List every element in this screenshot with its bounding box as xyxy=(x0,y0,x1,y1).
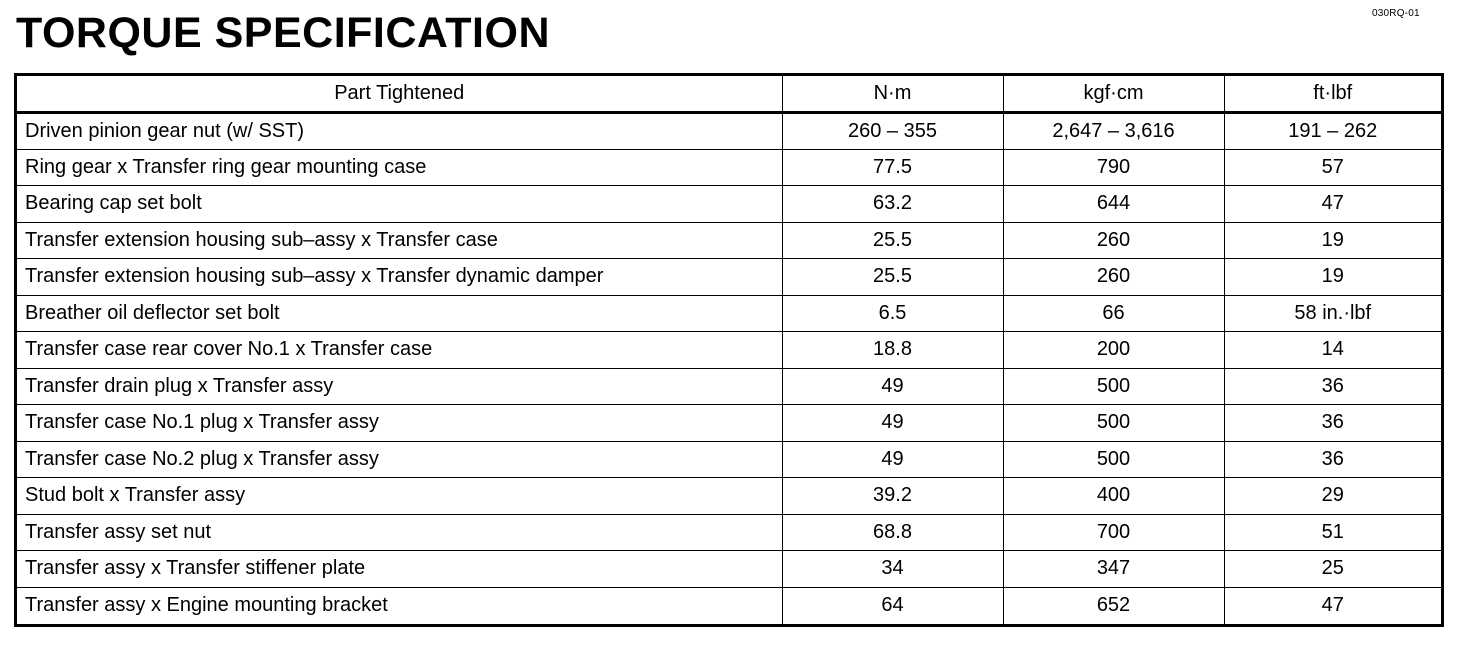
ft-lbf-cell: 47 xyxy=(1224,587,1441,624)
part-cell: Transfer drain plug x Transfer assy xyxy=(17,368,782,405)
ft-lbf-cell: 36 xyxy=(1224,441,1441,478)
table-row xyxy=(17,222,1441,259)
nm-cell: 49 xyxy=(782,405,1003,442)
kgf-cm-cell: 644 xyxy=(1003,186,1224,223)
ft-lbf-cell: 25 xyxy=(1224,551,1441,588)
table-row xyxy=(17,478,1441,515)
nm-cell: 34 xyxy=(782,551,1003,588)
nm-cell: 6.5 xyxy=(782,295,1003,332)
header-kgf-cm: kgf·cm xyxy=(1003,76,1224,113)
part-cell: Breather oil deflector set bolt xyxy=(17,295,782,332)
torque-specification-table xyxy=(17,76,1441,624)
part-cell: Transfer extension housing sub–assy x Transfer case xyxy=(17,222,782,259)
ft-lbf-cell: 51 xyxy=(1224,514,1441,551)
nm-cell: 68.8 xyxy=(782,514,1003,551)
nm-cell: 63.2 xyxy=(782,186,1003,223)
ft-lbf-cell: 19 xyxy=(1224,259,1441,296)
nm-cell: 64 xyxy=(782,587,1003,624)
part-cell: Ring gear x Transfer ring gear mounting case xyxy=(17,149,782,186)
kgf-cm-cell: 700 xyxy=(1003,514,1224,551)
part-cell: Transfer assy set nut xyxy=(17,514,782,551)
header-part-tightened: Part Tightened xyxy=(17,76,782,113)
page-title: TORQUE SPECIFICATION xyxy=(16,9,550,57)
nm-cell: 18.8 xyxy=(782,332,1003,369)
table-row xyxy=(17,295,1441,332)
ft-lbf-cell: 29 xyxy=(1224,478,1441,515)
kgf-cm-cell: 500 xyxy=(1003,368,1224,405)
nm-cell: 25.5 xyxy=(782,259,1003,296)
part-cell: Transfer case rear cover No.1 x Transfer case xyxy=(17,332,782,369)
table-body xyxy=(17,113,1441,624)
kgf-cm-cell: 260 xyxy=(1003,259,1224,296)
part-cell: Stud bolt x Transfer assy xyxy=(17,478,782,515)
nm-cell: 49 xyxy=(782,441,1003,478)
kgf-cm-cell: 66 xyxy=(1003,295,1224,332)
table-row xyxy=(17,551,1441,588)
document-code: 030RQ-01 xyxy=(1372,8,1420,19)
ft-lbf-cell: 19 xyxy=(1224,222,1441,259)
header-ft-lbf: ft·lbf xyxy=(1224,76,1441,113)
table-row xyxy=(17,186,1441,223)
kgf-cm-cell: 260 xyxy=(1003,222,1224,259)
nm-cell: 77.5 xyxy=(782,149,1003,186)
torque-table-frame xyxy=(14,73,1444,627)
kgf-cm-cell: 200 xyxy=(1003,332,1224,369)
nm-cell: 25.5 xyxy=(782,222,1003,259)
nm-cell: 39.2 xyxy=(782,478,1003,515)
ft-lbf-cell: 57 xyxy=(1224,149,1441,186)
table-row xyxy=(17,405,1441,442)
kgf-cm-cell: 652 xyxy=(1003,587,1224,624)
kgf-cm-cell: 2,647 – 3,616 xyxy=(1003,113,1224,150)
nm-cell: 49 xyxy=(782,368,1003,405)
table-row xyxy=(17,514,1441,551)
table-row xyxy=(17,441,1441,478)
table-row xyxy=(17,587,1441,624)
kgf-cm-cell: 500 xyxy=(1003,405,1224,442)
table-row xyxy=(17,149,1441,186)
table-header-row xyxy=(17,76,1441,113)
part-cell: Transfer assy x Engine mounting bracket xyxy=(17,587,782,624)
ft-lbf-cell: 14 xyxy=(1224,332,1441,369)
kgf-cm-cell: 790 xyxy=(1003,149,1224,186)
kgf-cm-cell: 400 xyxy=(1003,478,1224,515)
kgf-cm-cell: 500 xyxy=(1003,441,1224,478)
ft-lbf-cell: 36 xyxy=(1224,368,1441,405)
part-cell: Transfer case No.2 plug x Transfer assy xyxy=(17,441,782,478)
nm-cell: 260 – 355 xyxy=(782,113,1003,150)
table-row xyxy=(17,259,1441,296)
part-cell: Transfer case No.1 plug x Transfer assy xyxy=(17,405,782,442)
part-cell: Transfer extension housing sub–assy x Transfer dynamic damper xyxy=(17,259,782,296)
table-row xyxy=(17,113,1441,150)
part-cell: Driven pinion gear nut (w/ SST) xyxy=(17,113,782,150)
table-row xyxy=(17,332,1441,369)
ft-lbf-cell: 191 – 262 xyxy=(1224,113,1441,150)
ft-lbf-cell: 47 xyxy=(1224,186,1441,223)
ft-lbf-cell: 58 in.·lbf xyxy=(1224,295,1441,332)
table-row xyxy=(17,368,1441,405)
kgf-cm-cell: 347 xyxy=(1003,551,1224,588)
part-cell: Bearing cap set bolt xyxy=(17,186,782,223)
part-cell: Transfer assy x Transfer stiffener plate xyxy=(17,551,782,588)
header-nm: N·m xyxy=(782,76,1003,113)
ft-lbf-cell: 36 xyxy=(1224,405,1441,442)
